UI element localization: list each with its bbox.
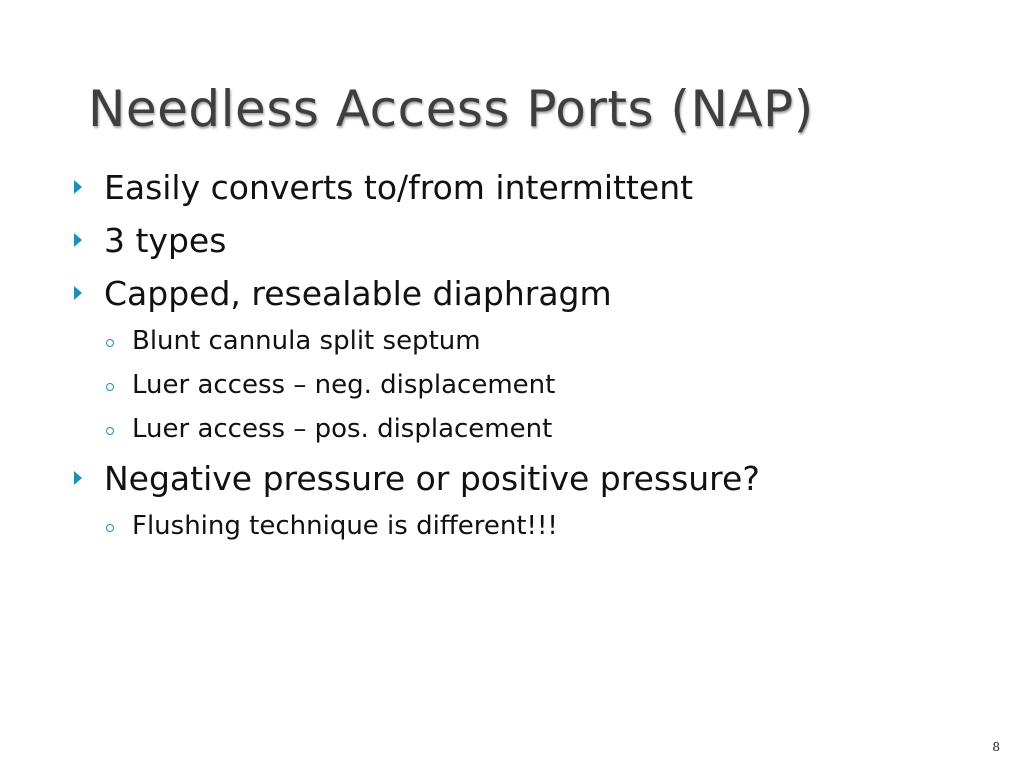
circle-bullet-icon	[106, 383, 114, 391]
sub-bullet-item	[74, 509, 974, 543]
bullet-arrow-icon	[74, 180, 82, 194]
sub-bullet-text: Flushing technique is different!!!	[132, 511, 558, 541]
bullet-group	[74, 459, 974, 543]
bullet-item	[74, 168, 974, 208]
sub-bullet-item	[74, 368, 974, 402]
sub-bullet-text: Luer access – neg. displacement	[132, 370, 556, 400]
bullet-text: Negative pressure or positive pressure?	[104, 459, 760, 498]
bullet-list	[74, 168, 974, 556]
circle-bullet-icon	[106, 427, 114, 435]
bullet-item	[74, 221, 974, 261]
bullet-arrow-icon	[74, 286, 82, 300]
bullet-group	[74, 274, 974, 446]
sub-bullet-item	[74, 412, 974, 446]
bullet-item	[74, 274, 974, 314]
sub-bullet-text: Blunt cannula split septum	[132, 326, 481, 356]
slide-title: Needless Access Ports (NAP)	[88, 80, 814, 138]
sub-bullet-item	[74, 324, 974, 358]
page-number: 8	[992, 740, 1000, 754]
bullet-text: 3 types	[104, 221, 227, 260]
bullet-text: Easily converts to/from intermittent	[104, 168, 694, 207]
circle-bullet-icon	[106, 524, 114, 532]
bullet-item	[74, 459, 974, 499]
sub-bullet-text: Luer access – pos. displacement	[132, 414, 553, 444]
bullet-arrow-icon	[74, 233, 82, 247]
sub-bullet-list	[74, 509, 974, 543]
circle-bullet-icon	[106, 339, 114, 347]
sub-bullet-list	[74, 324, 974, 446]
bullet-text: Capped, resealable diaphragm	[104, 274, 612, 313]
bullet-arrow-icon	[74, 471, 82, 485]
